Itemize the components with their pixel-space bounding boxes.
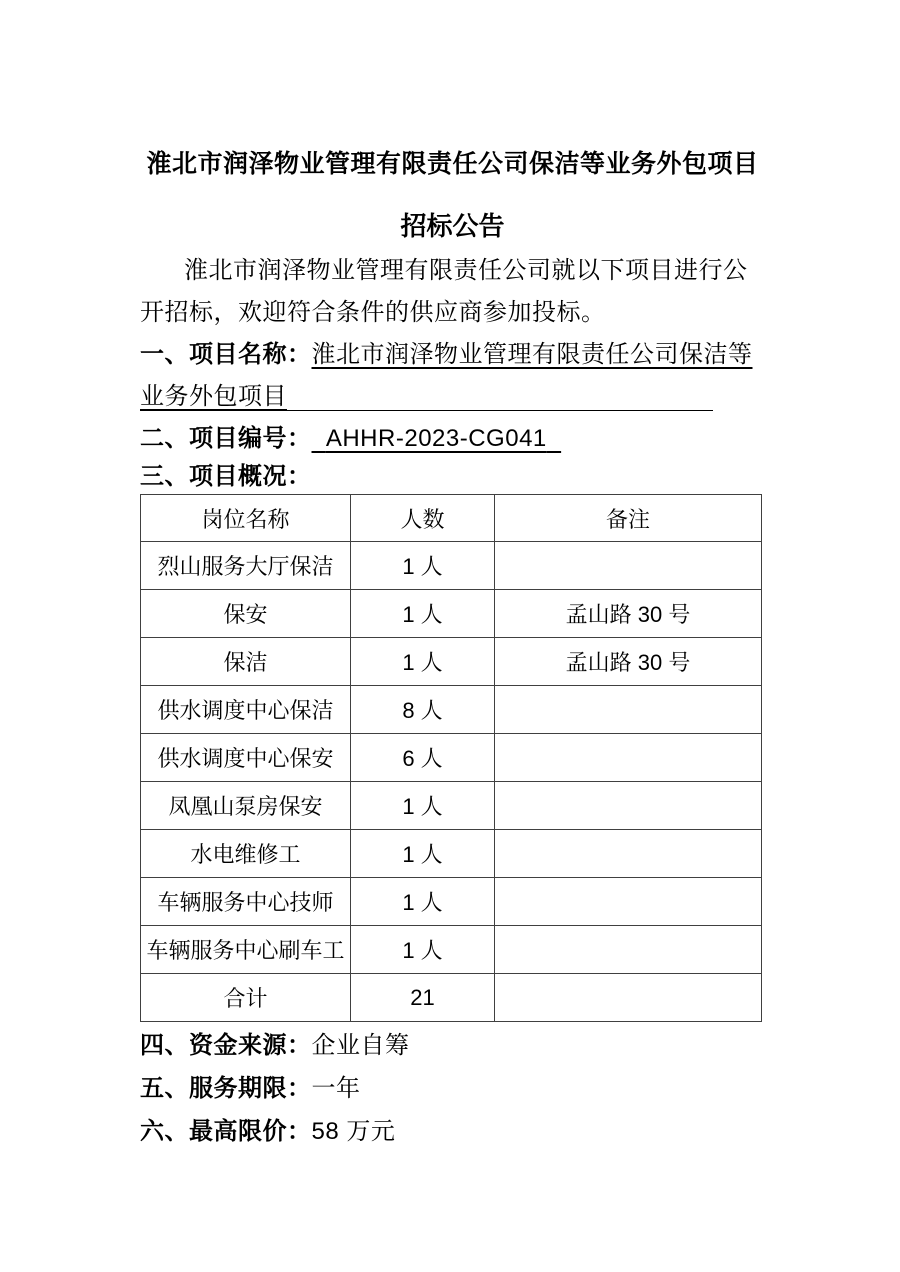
intro-paragraph: 淮北市润泽物业管理有限责任公司就以下项目进行公开招标，欢迎符合条件的供应商参加投标。 (140, 257, 748, 326)
price-ceiling-value: 58 万元 (311, 1118, 396, 1145)
table-cell: 6 人 (351, 734, 495, 782)
funding-source-value: 企业自筹 (311, 1032, 410, 1059)
table-cell: 合计 (141, 974, 351, 1022)
bottom-sections (140, 1024, 765, 1153)
table-cell: 1 人 (351, 926, 495, 974)
table-header-cell: 人数 (351, 495, 495, 542)
project-number-value: AHHR-2023-CG041 (325, 425, 547, 452)
table-cell: 车辆服务中心技师 (141, 878, 351, 926)
table-cell: 21 (351, 974, 495, 1022)
table-header-cell: 备注 (495, 495, 762, 542)
table-body (141, 542, 762, 1022)
table-row (141, 878, 762, 926)
section-service-period (140, 1067, 765, 1110)
table-cell: 1 人 (351, 782, 495, 830)
document-subtitle: 招标公告 (400, 211, 505, 241)
table-cell: 烈山服务大厅保洁 (141, 542, 351, 590)
table-cell: 1 人 (351, 878, 495, 926)
table-header (141, 495, 762, 542)
section-project-name (140, 334, 765, 418)
table-cell: 8 人 (351, 686, 495, 734)
underline-fill (287, 410, 713, 411)
table-row (141, 974, 762, 1022)
service-period-value: 一年 (311, 1075, 361, 1102)
project-name-label: 一、项目名称： (140, 341, 312, 368)
table-cell: 保安 (141, 590, 351, 638)
table-row (141, 926, 762, 974)
project-number-label: 二、项目编号： (140, 425, 312, 452)
table-cell: 水电维修工 (141, 830, 351, 878)
table-cell: 1 人 (351, 830, 495, 878)
table-cell (495, 830, 762, 878)
table-cell: 凤凰山泵房保安 (141, 782, 351, 830)
service-period-label: 五、服务期限： (140, 1075, 312, 1102)
section-price-ceiling (140, 1110, 765, 1153)
table-cell: 1 人 (351, 590, 495, 638)
table-cell: 孟山路 30 号 (495, 638, 762, 686)
table-cell (495, 974, 762, 1022)
table-cell: 1 人 (351, 542, 495, 590)
section-funding-source (140, 1024, 765, 1067)
table-cell: 车辆服务中心刷车工 (141, 926, 351, 974)
table-cell: 保洁 (141, 638, 351, 686)
table-cell: 供水调度中心保洁 (141, 686, 351, 734)
table-cell: 孟山路 30 号 (495, 590, 762, 638)
table-cell (495, 782, 762, 830)
document-title: 淮北市润泽物业管理有限责任公司保洁等业务外包项目 (146, 150, 759, 178)
funding-source-label: 四、资金来源： (140, 1032, 312, 1059)
table-cell (495, 542, 762, 590)
project-name-value: 淮北市润泽物业管理有限责任公司保洁等业务外包项目 (140, 341, 753, 410)
project-overview-table (140, 494, 762, 1022)
table-row (141, 782, 762, 830)
table-cell: 1 人 (351, 638, 495, 686)
table-row (141, 830, 762, 878)
table-row (141, 734, 762, 782)
project-overview-label: 三、项目概况： (140, 463, 312, 490)
table-row (141, 590, 762, 638)
section-project-overview (140, 460, 765, 494)
table-cell (495, 686, 762, 734)
table-cell (495, 926, 762, 974)
table-header-row (141, 495, 762, 542)
table-row (141, 542, 762, 590)
price-ceiling-label: 六、最高限价： (140, 1118, 312, 1145)
table-header-cell: 岗位名称 (141, 495, 351, 542)
table-cell: 供水调度中心保安 (141, 734, 351, 782)
table-cell (495, 734, 762, 782)
section-project-number (140, 418, 765, 460)
table-row (141, 686, 762, 734)
table-row (141, 638, 762, 686)
table-cell (495, 878, 762, 926)
